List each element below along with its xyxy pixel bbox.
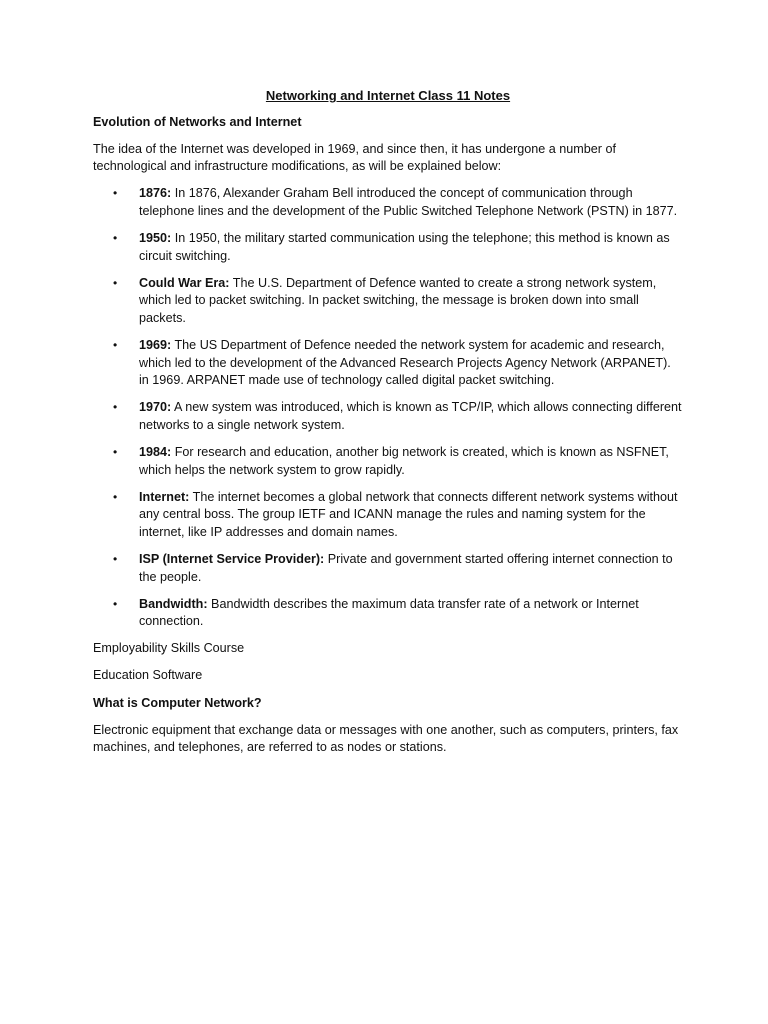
list-item-text: In 1950, the military started communication using the telephone; this method is known as circuit switching. xyxy=(139,231,670,263)
bullet-icon: • xyxy=(113,489,118,504)
bullet-icon: • xyxy=(113,551,118,566)
list-item-text: A new system was introduced, which is known as TCP/IP, which allows connecting different networks to a single network system. xyxy=(139,400,682,432)
bullet-icon: • xyxy=(113,400,118,415)
section-heading-computer-network: What is Computer Network? xyxy=(93,695,262,710)
education-software-link[interactable]: Education Software xyxy=(93,668,203,683)
computer-network-paragraph: Electronic equipment that exchange data or messages with one another, such as computers, printers, fax machines, and telephones, are referred to as nodes or stations. xyxy=(93,722,679,755)
list-item xyxy=(93,551,683,586)
list-item xyxy=(93,337,683,390)
list-item xyxy=(93,230,683,265)
list-item xyxy=(93,596,683,631)
list-item xyxy=(93,185,683,220)
list-item-text: For research and education, another big network is created, which is known as NSFNET, which helps the network system to grow rapidly. xyxy=(139,445,669,477)
list-item-term: Internet: xyxy=(139,489,190,504)
list-item-term: 1969: xyxy=(139,338,172,353)
bullet-icon: • xyxy=(113,445,118,459)
list-item-text: Private and government started offering internet connection to the people. xyxy=(139,551,673,584)
list-item-term: 1950: xyxy=(139,231,172,246)
list-item-term: 1984: xyxy=(139,445,172,459)
bullet-icon: • xyxy=(113,275,118,290)
list-item xyxy=(93,489,683,542)
list-item xyxy=(93,275,683,328)
list-item xyxy=(93,399,683,434)
bullet-icon: • xyxy=(113,231,118,246)
bullet-icon: • xyxy=(113,596,118,611)
section-heading-evolution: Evolution of Networks and Internet xyxy=(93,114,302,129)
list-item-text: The internet becomes a global network that connects different network systems without any central boss. The group IETF and ICANN manage the rules and naming system for the internet, like IP addresses and domain names. xyxy=(139,489,678,539)
employability-skills-link[interactable]: Employability Skills Course xyxy=(93,641,245,656)
bullet-icon: • xyxy=(113,186,118,201)
list-item xyxy=(93,444,683,479)
document-title: Networking and Internet Class 11 Notes xyxy=(265,88,511,103)
list-item-term: Bandwidth: xyxy=(139,596,208,611)
intro-paragraph: The idea of the Internet was developed in 1969, and since then, it has undergone a number of technological and infrastructure modifications, as will be explained below: xyxy=(93,141,617,174)
list-item-term: Could War Era: xyxy=(139,275,230,290)
list-item-text: The US Department of Defence needed the network system for academic and research, which led to the development of the Advanced Research Projects Agency Network (ARPANET). in 1969. ARPANET made use of technology called digital packet switching. xyxy=(139,338,671,388)
bullet-icon: • xyxy=(113,338,118,353)
document-page xyxy=(93,87,683,766)
list-item-term: 1970: xyxy=(139,400,172,415)
list-item-text: In 1876, Alexander Graham Bell introduced the concept of communication through telephone lines and the development of the Public Switched Telephone Network (PSTN) in 1877. xyxy=(139,186,678,218)
list-item-text: Bandwidth describes the maximum data transfer rate of a network or Internet connection. xyxy=(139,596,639,629)
list-item-term: 1876: xyxy=(139,186,172,201)
timeline-list xyxy=(93,185,683,630)
list-item-text: The U.S. Department of Defence wanted to create a strong network system, which led to packet switching. In packet switching, the message is broken down into small packets. xyxy=(139,275,657,325)
list-item-term: ISP (Internet Service Provider): xyxy=(139,551,325,566)
